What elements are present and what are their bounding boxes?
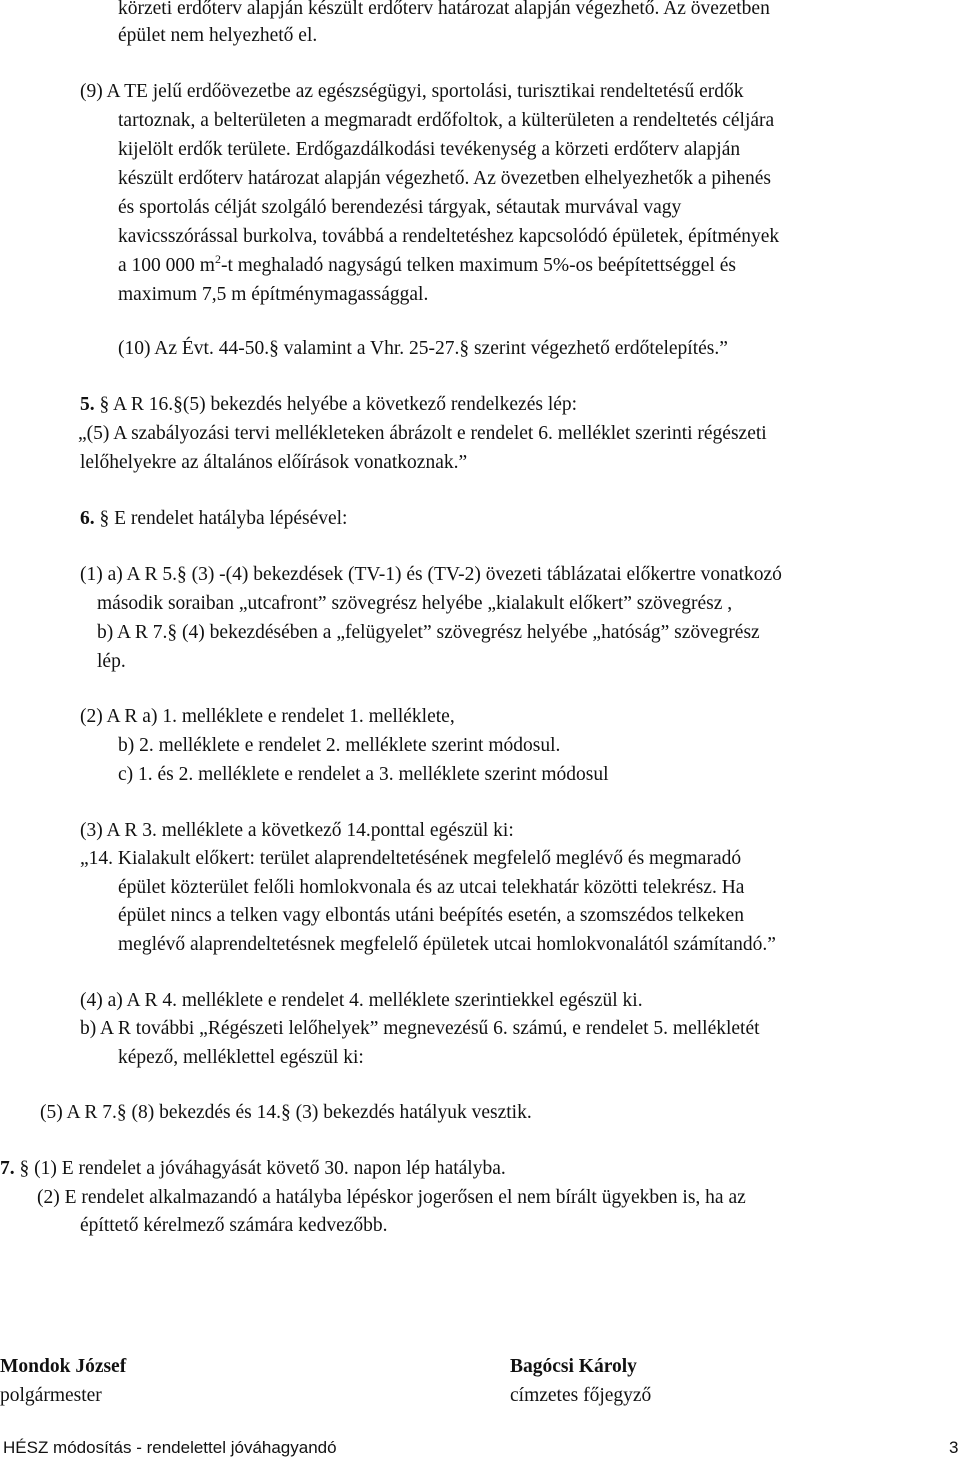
text-line: építtető kérelmező számára kedvezőbb.: [80, 1215, 388, 1236]
text-line: (1) a) A R 5.§ (3) -(4) bekezdések (TV-1) és (TV-2) övezeti táblázatai előkertre vonatkozó: [80, 564, 782, 585]
signatory-title-right: címzetes főjegyző: [510, 1385, 652, 1406]
footer-text: HÉSZ módosítás - rendelettel jóváhagyandó: [3, 1438, 337, 1457]
text-line: kijelölt erdők területe. Erdőgazdálkodási tevékenység a körzeti erdőterv alapján: [118, 139, 741, 160]
text-line: b) A R további „Régészeti lelőhelyek” megnevezésű 6. számú, e rendelet 5. mellékletét: [80, 1018, 760, 1039]
text-line: képező, melléklettel egészül ki:: [118, 1047, 364, 1068]
text-line: második soraiban „utcafront” szövegrész helyébe „kialakult előkert” szövegrész ,: [97, 593, 733, 614]
text-line: lép.: [97, 651, 126, 672]
text-line: épület közterület felőli homlokvonala és az utcai telekhatár közötti telekrész. Ha: [118, 877, 745, 898]
text-line: [118, 253, 736, 279]
section-number: 7.: [0, 1158, 15, 1179]
text-fragment: a 100 000 m: [118, 255, 215, 276]
section-number: 6.: [80, 508, 95, 529]
text-line: kavicsszórással burkolva, továbbá a rendeltetéshez kapcsolódó épületek, építmények: [118, 226, 780, 247]
paragraph-9-line: (9) A TE jelű erdőövezetbe az egészségügyi, sportolási, turisztikai rendeltetésű erdők: [80, 81, 744, 102]
text-line: körzeti erdőterv alapján készült erdőterv határozat alapján végezhető. Az övezetben: [118, 0, 770, 19]
signatory-title-left: polgármester: [0, 1385, 102, 1406]
text-fragment: -t meghaladó nagyságú telken maximum 5%-os beépítettséggel és: [220, 255, 736, 276]
text-line: b) A R 7.§ (4) bekezdésében a „felügyelet” szövegrész helyébe „hatóság” szövegrész: [97, 622, 760, 643]
text-line: (5) A R 7.§ (8) bekezdés és 14.§ (3) bekezdés hatályuk vesztik.: [40, 1102, 532, 1123]
text-line: „14. Kialakult előkert: terület alaprendeltetésének megfelelő meglévő és megmaradó: [80, 848, 742, 869]
signatory-name-right: Bagócsi Károly: [510, 1356, 637, 1377]
section-number: 5.: [80, 394, 95, 415]
section-7-heading: [0, 1156, 506, 1182]
text-line: tartoznak, a belterületen a megmaradt erdőfoltok, a külterületen a rendeltetés céljára: [118, 110, 775, 131]
section-text: § A R 16.§(5) bekezdés helyébe a következő rendelkezés lép:: [99, 394, 578, 415]
page-number: 3: [949, 1438, 959, 1457]
text-line: (4) a) A R 4. melléklete e rendelet 4. melléklete szerintiekkel egészül ki.: [80, 990, 643, 1011]
text-line: lelőhelyekre az általános előírások vonatkoznak.”: [80, 452, 468, 473]
text-line: készült erdőterv határozat alapján végezhető. Az övezetben elhelyezhetők a pihenés: [118, 168, 771, 189]
text-line: (2) A R a) 1. melléklete e rendelet 1. melléklete,: [80, 706, 455, 727]
signatory-name-left: Mondok József: [0, 1356, 127, 1377]
text-line: maximum 7,5 m építménymagassággal.: [118, 284, 429, 305]
text-line: „(5) A szabályozási tervi mellékleteken ábrázolt e rendelet 6. melléklet szerinti régészeti: [78, 423, 767, 444]
paragraph-10-line: (10) Az Évt. 44-50.§ valamint a Vhr. 25-27.§ szerint végezhető erdőtelepítés.”: [118, 338, 728, 359]
section-6-heading: [80, 506, 347, 532]
text-line: b) 2. melléklete e rendelet 2. melléklete szerint módosul.: [118, 735, 561, 756]
text-line: épület nem helyezhető el.: [118, 25, 318, 46]
text-line: és sportolás célját szolgáló berendezési tárgyak, sétautak murvával vagy: [118, 197, 682, 218]
text-line: (3) A R 3. melléklete a következő 14.ponttal egészül ki:: [80, 820, 514, 841]
section-text: § E rendelet hatályba lépésével:: [99, 508, 348, 529]
text-line: c) 1. és 2. melléklete e rendelet a 3. melléklete szerint módosul: [118, 764, 609, 785]
section-text: § (1) E rendelet a jóváhagyását követő 30. napon lép hatályba.: [19, 1158, 506, 1179]
text-line: meglévő alaprendeltetésnek megfelelő épületek utcai homlokvonalától számítandó.”: [118, 934, 776, 955]
superscript: 2: [214, 252, 221, 266]
text-line: épület nincs a telken vagy elbontás utáni beépítés esetén, a szomszédos telkeken: [118, 905, 744, 926]
text-line: (2) E rendelet alkalmazandó a hatályba lépéskor jogerősen el nem bírált ügyekben is, ha az: [37, 1187, 746, 1208]
section-5-heading: [80, 392, 577, 418]
